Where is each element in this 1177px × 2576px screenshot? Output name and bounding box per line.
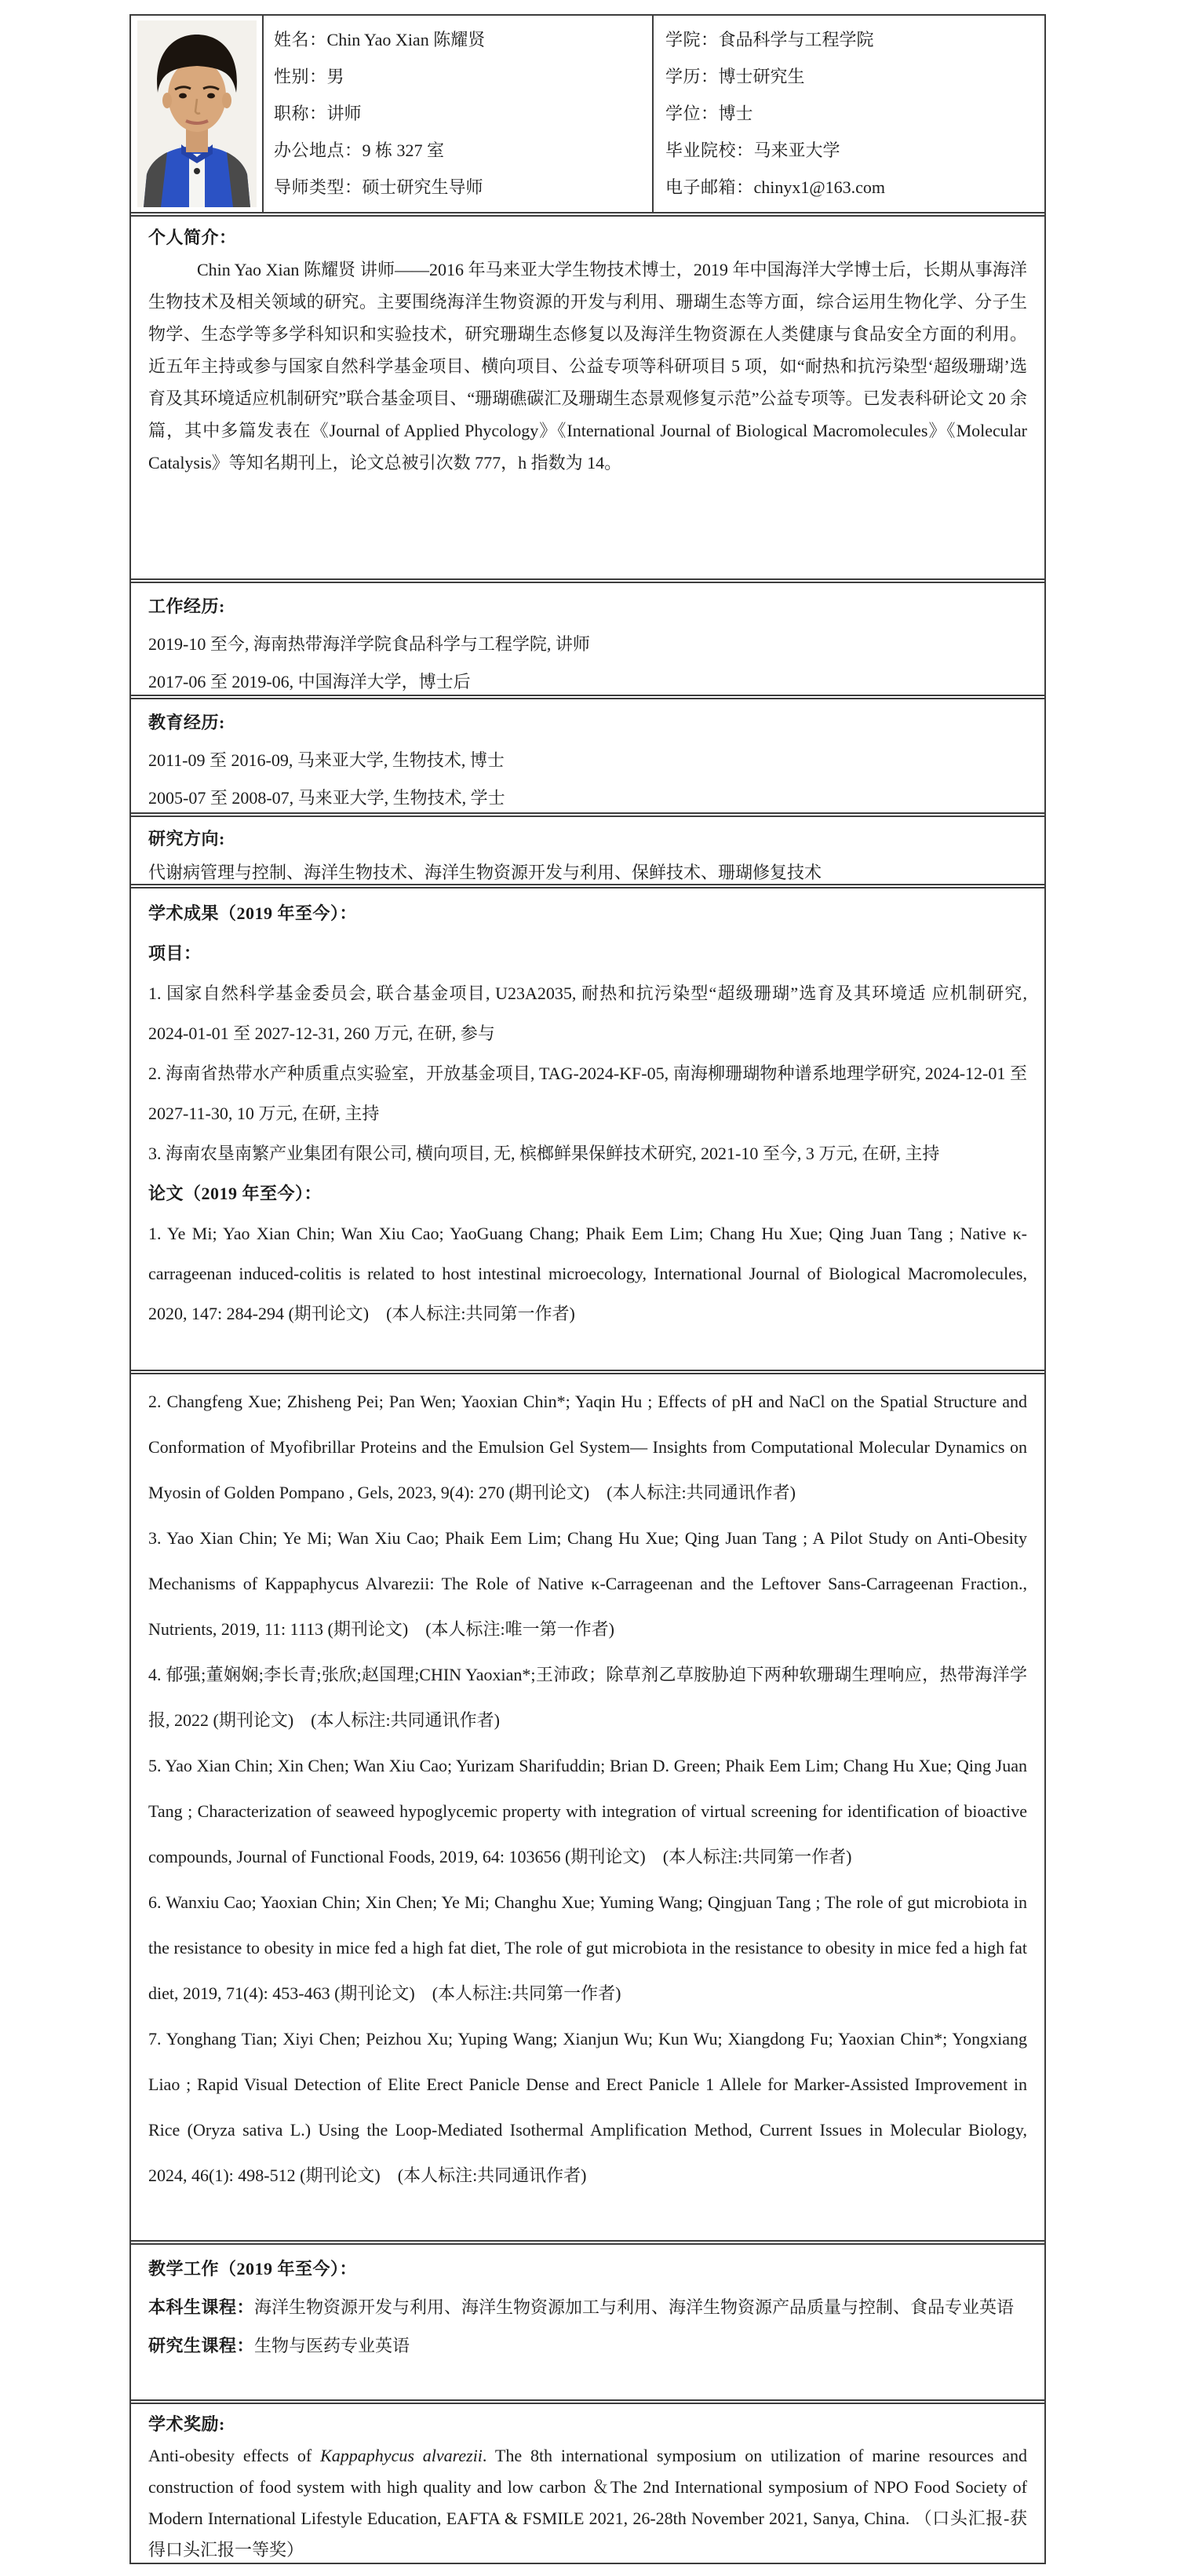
field-label: 职称： xyxy=(274,104,327,123)
section-work xyxy=(131,578,1044,695)
field-education xyxy=(665,58,1040,95)
undergrad-label: 本科生课程： xyxy=(148,2297,255,2317)
section-education xyxy=(131,695,1044,812)
field-label: 性别： xyxy=(274,67,327,86)
award-text-pre: Anti-obesity effects of xyxy=(148,2446,321,2465)
work-item: 2017-06 至 2019-06, 中国海洋大学，博士后 xyxy=(148,672,471,691)
paper-item: 3. Yao Xian Chin; Ye Mi; Wan Xiu Cao; Phaik Eem Lim; Chang Hu Xue; Qing Juan Tang ; A Pilot Study on Anti-Obesity Mechanisms of Kappaphycus Alvarezii: The Role of Native κ-Carrageenan and the Leftover Sans-Carrageenan Fraction., Nutrients, 2019, 11: 1113 (期刊论文) (本人标注:唯一第一作者) xyxy=(148,1528,1027,1639)
field-degree xyxy=(665,95,1040,132)
award-species-italic: Kappaphycus alvarezii xyxy=(320,2446,483,2465)
field-alma-mater xyxy=(665,132,1040,169)
section-research xyxy=(131,812,1044,884)
paper-item: 4. 郁强;董娴娴;李长青;张欣;赵国理;CHIN Yaoxian*;王沛政；除草剂乙草胺胁迫下两种软珊瑚生理响应，热带海洋学报, 2022 (期刊论文) (本人标注:共同通讯作者) xyxy=(148,1665,1027,1730)
photo-cell xyxy=(131,16,264,212)
field-label: 电子邮箱： xyxy=(665,177,754,197)
paper-item: 5. Yao Xian Chin; Xin Chen; Wan Xiu Cao; Yurizam Sharifuddin; Brian D. Green; Phaik Eem Lim; Chang Hu Xue; Qing Juan Tang ; Characterization of seaweed hypoglycemic property with integration of virtual screening for identification of bioactive compounds, Journal of Functional Foods, 2019, 64: 103656 (期刊论文) (本人标注:共同第一作者) xyxy=(148,1756,1027,1866)
basic-info-right xyxy=(654,16,1044,212)
work-item: 2019-10 至今, 海南热带海洋学院食品科学与工程学院, 讲师 xyxy=(148,634,590,654)
education-item: 2005-07 至 2008-07, 马来亚大学, 生物技术, 学士 xyxy=(148,788,505,808)
section-teaching xyxy=(131,2240,1044,2399)
undergrad-text: 海洋生物资源开发与利用、海洋生物资源加工与利用、海洋生物资源产品质量与控制、食品专业英语 xyxy=(254,2297,1015,2317)
paper-item: 2. Changfeng Xue; Zhisheng Pei; Pan Wen; Yaoxian Chin*; Yaqin Hu ; Effects of pH and NaCl on the Spatial Structure and Conformation of Myofibrillar Proteins and the Emulsion Gel System— Insights from Computational Molecular Dynamics on Myosin of Golden Pompano , Gels, 2023, 9(4): 270 (期刊论文) (本人标注:共同通讯作者) xyxy=(148,1392,1027,1502)
field-office xyxy=(274,132,647,169)
undergrad-courses xyxy=(148,2288,1027,2326)
field-value: 硕士研究生导师 xyxy=(362,177,483,197)
field-value: 马来亚大学 xyxy=(753,140,840,160)
research-text: 代谢病管理与控制、海洋生物技术、海洋生物资源开发与利用、保鲜技术、珊瑚修复技术 xyxy=(148,863,822,882)
field-value: 9 栋 327 室 xyxy=(362,140,445,160)
profile-photo xyxy=(137,20,257,207)
achievements-heading: 学术成果（2019 年至今）： xyxy=(148,903,358,923)
field-advisor-type xyxy=(274,169,647,206)
field-title xyxy=(274,95,647,132)
cv-table xyxy=(129,14,1046,2564)
section-achievements xyxy=(131,884,1044,1370)
field-gender xyxy=(274,58,647,95)
education-heading: 教育经历: xyxy=(148,713,225,732)
email-value: chinyx1@163.com xyxy=(753,177,886,197)
field-college xyxy=(665,21,1040,58)
field-label: 学位： xyxy=(665,104,719,123)
project-item: 1. 国家自然科学基金委员会, 联合基金项目, U23A2035, 耐热和抗污染型“超级珊瑚”选育及其环境适 应机制研究, 2024-01-01 至 2027-12-31, 260 万元, 在研, 参与 xyxy=(148,983,1027,1043)
teaching-heading: 教学工作（2019 年至今）： xyxy=(148,2259,358,2279)
field-value: 博士研究生 xyxy=(718,67,805,86)
project-item: 3. 海南农垦南繁产业集团有限公司, 横向项目, 无, 槟榔鲜果保鲜技术研究, 2021-10 至今, 3 万元, 在研, 主持 xyxy=(148,1144,940,1163)
field-name xyxy=(274,21,647,58)
grad-label: 研究生课程： xyxy=(148,2336,255,2355)
field-label: 学院： xyxy=(665,30,719,49)
field-value: 讲师 xyxy=(326,104,362,123)
grad-text: 生物与医药专业英语 xyxy=(254,2336,410,2355)
section-bio xyxy=(131,212,1044,578)
field-value: 男 xyxy=(326,67,344,86)
paper-item: 7. Yonghang Tian; Xiyi Chen; Peizhou Xu; Yuping Wang; Xianjun Wu; Kun Wu; Xiangdong Fu; Yaoxian Chin*; Yongxiang Liao ; Rapid Visual Detection of Elite Erect Panicle Dense and Erect Panicle 1 Allele for Marker-Assisted Improvement in Rice (Oryza sativa L.) Using the Loop-Mediated Isothermal Amplification Method, Current Issues in Molecular Biology, 2024, 46(1): 498-512 (期刊论文) (本人标注:共同通讯作者) xyxy=(148,2029,1027,2185)
header-row xyxy=(131,16,1044,212)
section-awards xyxy=(131,2399,1044,2563)
project-item: 2. 海南省热带水产种质重点实验室，开放基金项目, TAG-2024-KF-05, 南海柳珊瑚物种谱系地理学研究, 2024-12-01 至 2027-11-30, 10 万元, 在研, 主持 xyxy=(148,1064,1027,1123)
research-heading: 研究方向: xyxy=(148,829,225,848)
field-value: Chin Yao Xian 陈耀贤 xyxy=(326,30,486,49)
field-label: 学历： xyxy=(665,67,719,86)
award-text-post: . The 8th international symposium on utilization of marine resources and construction of food system with high quality and low carbon ＆The 2nd International symposium of NPO Food Society of Modern International Lifestyle Education, EAFTA & FSMILE 2021, 26-28th November 2021, Sanya, China. （口头汇报-获得口头汇报一等奖） xyxy=(148,2446,1027,2560)
field-email xyxy=(665,169,1040,206)
papers-heading: 论文（2019 年至今）： xyxy=(148,1184,322,1203)
awards-heading: 学术奖励: xyxy=(148,2414,225,2434)
projects-heading: 项目： xyxy=(148,943,202,963)
field-label: 姓名： xyxy=(274,30,327,49)
award-text xyxy=(148,2440,1027,2566)
paper-item: 6. Wanxiu Cao; Yaoxian Chin; Xin Chen; Ye Mi; Changhu Xue; Yuming Wang; Qingjuan Tang ; The role of gut microbiota in the resistance to obesity in mice fed a high fat diet, The role of gut microbiota in the resistance to obesity in mice fed a high fat diet, 2019, 71(4): 453-463 (期刊论文) (本人标注:共同第一作者) xyxy=(148,1892,1027,2003)
field-value: 博士 xyxy=(718,104,753,123)
grad-courses xyxy=(148,2326,1027,2365)
paper-item: 1. Ye Mi; Yao Xian Chin; Wan Xiu Cao; YaoGuang Chang; Phaik Eem Lim; Chang Hu Xue; Qing Juan Tang ; Native κ-carrageenan induced-colitis is related to host intestinal microecology, International Journal of Biological Macromolecules, 2020, 147: 284-294 (期刊论文) (本人标注:共同第一作者) xyxy=(148,1224,1027,1323)
field-label: 办公地点： xyxy=(274,140,363,160)
bio-paragraph: Chin Yao Xian 陈耀贤 讲师——2016 年马来亚大学生物技术博士，2019 年中国海洋大学博士后，长期从事海洋生物技术及相关领域的研究。主要围绕海洋生物资源的开发与利用、珊瑚生态等方面，综合运用生物化学、分子生物学、生态学等多学科知识和实验技术，研究珊瑚生态修复以及海洋生物资源在人类健康与食品安全方面的利用。近五年主持或参与国家自然科学基金项目、横向项目、公益专项等科研项目 5 项，如“耐热和抗污染型‘超级珊瑚’选育及其环境适应机制研究”联合基金项目、“珊瑚礁碳汇及珊瑚生态景观修复示范”公益专项等。已发表科研论文 20 余篇，其中多篇发表在《Journal of Applied Phycology》《International Journal of Biological Macromolecules》《Molecular Catalysis》等知名期刊上，论文总被引次数 777，h 指数为 14。 xyxy=(148,260,1027,473)
basic-info-left xyxy=(264,16,654,212)
education-item: 2011-09 至 2016-09, 马来亚大学, 生物技术, 博士 xyxy=(148,750,505,770)
bio-heading: 个人简介： xyxy=(148,228,237,247)
field-value: 食品科学与工程学院 xyxy=(718,30,874,49)
field-label: 毕业院校： xyxy=(665,140,754,160)
field-label: 导师类型： xyxy=(274,177,363,197)
section-papers-continued xyxy=(131,1370,1044,2240)
work-heading: 工作经历: xyxy=(148,597,225,616)
